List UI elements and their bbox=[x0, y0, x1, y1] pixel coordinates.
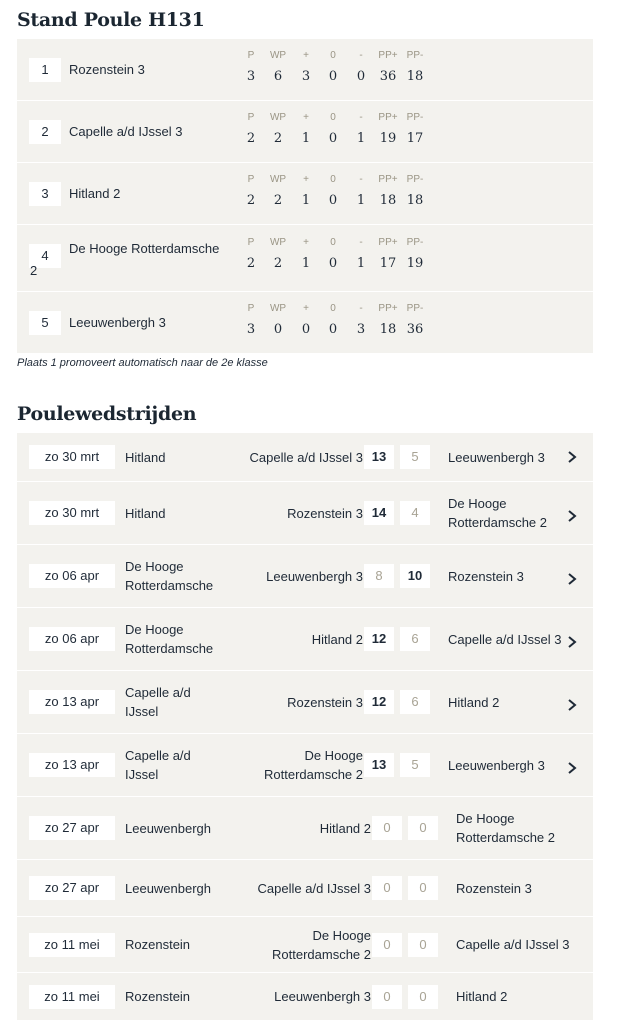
stat-label: 0 bbox=[330, 174, 336, 185]
stat-value: 0 bbox=[273, 322, 283, 337]
home-team[interactable] bbox=[173, 504, 363, 523]
stat-label: PP- bbox=[406, 174, 424, 185]
stat-cell bbox=[320, 237, 346, 272]
stat-value: 17 bbox=[379, 256, 397, 271]
away-team-line: De Hooge bbox=[456, 811, 515, 826]
home-team-line: Leeuwenbergh 3 bbox=[266, 568, 363, 584]
away-team[interactable] bbox=[448, 448, 545, 467]
home-team-line: Hitland 2 bbox=[319, 820, 371, 836]
match-location-line: Hitland bbox=[125, 505, 166, 521]
standings-row[interactable] bbox=[17, 225, 593, 292]
match-date: zo 11 mei bbox=[29, 933, 115, 957]
stat-value: 1 bbox=[301, 256, 311, 271]
away-team[interactable] bbox=[456, 987, 507, 1006]
match-row[interactable] bbox=[17, 973, 593, 1021]
stat-value: 3 bbox=[301, 69, 311, 84]
stat-label: 0 bbox=[330, 303, 336, 314]
match-location-line: Hitland bbox=[125, 449, 166, 465]
rank-badge: 1 bbox=[29, 58, 61, 82]
stat-value: 36 bbox=[379, 69, 397, 84]
matches-title: Poulewedstrijden bbox=[17, 403, 197, 425]
stat-label: 0 bbox=[330, 112, 336, 123]
stat-label: 0 bbox=[330, 237, 336, 248]
stat-cell bbox=[320, 303, 346, 338]
match-location-line: IJssel bbox=[125, 704, 159, 719]
away-team[interactable] bbox=[448, 756, 545, 775]
home-score: 0 bbox=[372, 816, 402, 840]
match-location-line: Rotterdamsche bbox=[125, 641, 214, 656]
stat-label: - bbox=[359, 174, 363, 185]
stat-cell bbox=[238, 237, 264, 272]
home-score: 13 bbox=[364, 445, 394, 469]
home-team[interactable] bbox=[173, 693, 363, 712]
home-team-line: De Hooge bbox=[304, 748, 363, 763]
standings-row[interactable] bbox=[17, 39, 593, 101]
home-score: 0 bbox=[372, 985, 402, 1009]
away-score: 0 bbox=[408, 985, 438, 1009]
chevron-right-icon[interactable] bbox=[565, 761, 579, 775]
stat-cell bbox=[265, 174, 291, 209]
standings-table bbox=[17, 39, 593, 354]
stat-cell bbox=[375, 50, 401, 85]
team-name[interactable]: Hitland 2 bbox=[69, 186, 121, 201]
away-team[interactable] bbox=[448, 567, 524, 586]
match-location-line: Leeuwenbergh bbox=[125, 820, 212, 836]
match-row[interactable] bbox=[17, 671, 593, 734]
stat-cell bbox=[375, 112, 401, 147]
stat-cell bbox=[265, 237, 291, 272]
stat-value: 0 bbox=[328, 256, 338, 271]
stat-cell bbox=[348, 303, 374, 338]
stat-cell bbox=[348, 237, 374, 272]
stat-cell bbox=[402, 237, 428, 272]
team-name-suffix: 2 bbox=[30, 263, 38, 278]
stat-cell bbox=[375, 303, 401, 338]
match-location-line: Capelle a/d bbox=[125, 748, 191, 763]
away-score: 5 bbox=[400, 753, 430, 777]
team-name[interactable]: Capelle a/d IJssel 3 bbox=[69, 124, 183, 139]
home-team[interactable] bbox=[173, 746, 363, 784]
home-team-line: Rozenstein 3 bbox=[287, 694, 363, 710]
chevron-right-icon[interactable] bbox=[565, 572, 579, 586]
stat-label: PP+ bbox=[378, 174, 398, 185]
standings-row[interactable] bbox=[17, 292, 593, 354]
stat-label: + bbox=[303, 237, 309, 248]
home-team-line: De Hooge bbox=[312, 927, 371, 943]
stat-value: 2 bbox=[273, 256, 283, 271]
stat-value: 0 bbox=[328, 69, 338, 84]
stat-value: 36 bbox=[406, 322, 424, 337]
stat-cell bbox=[265, 50, 291, 85]
stat-label: PP- bbox=[406, 303, 424, 314]
home-score: 12 bbox=[364, 690, 394, 714]
stat-cell bbox=[293, 50, 319, 85]
away-team-line: Rozenstein 3 bbox=[448, 568, 524, 584]
stat-cell bbox=[238, 50, 264, 85]
team-name[interactable]: Rozenstein 3 bbox=[69, 62, 145, 77]
stat-cell bbox=[238, 112, 264, 147]
away-team-line: Rotterdamsche 2 bbox=[448, 515, 547, 530]
away-team-line: De Hooge bbox=[448, 496, 507, 511]
away-team[interactable] bbox=[448, 693, 499, 712]
stat-cell bbox=[265, 303, 291, 338]
stat-label: WP bbox=[269, 174, 287, 185]
away-team-line: Leeuwenbergh 3 bbox=[448, 449, 545, 465]
stat-label: PP+ bbox=[378, 112, 398, 123]
stat-cell bbox=[402, 112, 428, 147]
away-team-line: Leeuwenbergh 3 bbox=[448, 757, 545, 773]
stat-value: 1 bbox=[356, 131, 366, 146]
match-date: zo 30 mrt bbox=[29, 501, 115, 525]
home-score: 12 bbox=[364, 627, 394, 651]
stat-value: 17 bbox=[406, 131, 424, 146]
away-team-line: Capelle a/d IJssel 3 bbox=[448, 631, 562, 647]
stat-label: P bbox=[247, 50, 255, 61]
stat-cell bbox=[375, 174, 401, 209]
stat-value: 2 bbox=[246, 131, 256, 146]
match-date: zo 11 mei bbox=[29, 985, 115, 1009]
match-row[interactable] bbox=[17, 734, 593, 797]
rank-badge: 3 bbox=[29, 182, 61, 206]
away-score: 5 bbox=[400, 445, 430, 469]
away-score: 10 bbox=[400, 564, 430, 588]
match-date: zo 13 apr bbox=[29, 753, 115, 777]
away-score: 0 bbox=[408, 933, 438, 957]
home-team-line: Rotterdamsche 2 bbox=[264, 767, 363, 782]
away-team[interactable] bbox=[448, 630, 561, 649]
match-row[interactable] bbox=[17, 860, 593, 917]
stat-value: 1 bbox=[301, 131, 311, 146]
home-team-line: Capelle a/d IJssel 3 bbox=[249, 449, 363, 465]
stat-value: 2 bbox=[273, 131, 283, 146]
home-team[interactable] bbox=[181, 819, 371, 838]
stat-value: 1 bbox=[301, 193, 311, 208]
stat-label: + bbox=[303, 303, 309, 314]
home-score: 0 bbox=[372, 876, 402, 900]
away-team-line: Rotterdamsche 2 bbox=[456, 830, 555, 845]
stat-value: 18 bbox=[406, 69, 424, 84]
match-row[interactable] bbox=[17, 608, 593, 671]
stat-value: 19 bbox=[406, 256, 424, 271]
match-date: zo 30 mrt bbox=[29, 445, 115, 469]
home-team-line: Rotterdamsche 2 bbox=[272, 946, 371, 962]
match-location-line: Rozenstein bbox=[125, 937, 191, 952]
away-score: 4 bbox=[400, 501, 430, 525]
stat-value: 2 bbox=[273, 193, 283, 208]
stat-label: + bbox=[303, 112, 309, 123]
match-location-line: De Hooge bbox=[125, 559, 184, 574]
stat-cell bbox=[348, 112, 374, 147]
stat-cell bbox=[320, 174, 346, 209]
stat-value: 6 bbox=[273, 69, 283, 84]
stat-label: + bbox=[303, 174, 309, 185]
away-score: 6 bbox=[400, 690, 430, 714]
stat-value: 1 bbox=[356, 193, 366, 208]
match-row[interactable] bbox=[17, 797, 593, 860]
stat-label: 0 bbox=[330, 50, 336, 61]
home-team[interactable] bbox=[181, 879, 371, 898]
stat-cell bbox=[238, 303, 264, 338]
away-team-line: Rozenstein 3 bbox=[456, 880, 532, 896]
match-location-line: Leeuwenbergh bbox=[125, 880, 212, 896]
match-date: zo 27 apr bbox=[29, 816, 115, 840]
stat-label: - bbox=[359, 50, 363, 61]
match-row[interactable] bbox=[17, 482, 593, 545]
home-score: 14 bbox=[364, 501, 394, 525]
away-team[interactable] bbox=[456, 935, 569, 954]
chevron-right-icon[interactable] bbox=[565, 635, 579, 649]
home-team-line: Hitland 2 bbox=[311, 631, 363, 647]
stat-value: 0 bbox=[301, 322, 311, 337]
home-team-line: Rozenstein 3 bbox=[287, 505, 363, 521]
matches-list bbox=[17, 433, 593, 1021]
stat-label: - bbox=[359, 237, 363, 248]
home-team[interactable] bbox=[173, 448, 363, 467]
stat-label: - bbox=[359, 303, 363, 314]
away-team[interactable] bbox=[456, 809, 555, 847]
match-date: zo 06 apr bbox=[29, 627, 115, 651]
stat-label: WP bbox=[269, 303, 287, 314]
stat-value: 3 bbox=[246, 322, 256, 337]
match-location-line: Capelle a/d bbox=[125, 685, 191, 700]
home-team[interactable] bbox=[173, 567, 363, 586]
away-team[interactable] bbox=[456, 879, 532, 898]
stat-cell bbox=[320, 50, 346, 85]
home-score: 8 bbox=[364, 564, 394, 588]
chevron-right-icon[interactable] bbox=[565, 450, 579, 464]
chevron-right-icon[interactable] bbox=[565, 509, 579, 523]
match-location-line: De Hooge bbox=[125, 622, 184, 637]
stat-label: PP- bbox=[406, 237, 424, 248]
stat-value: 18 bbox=[406, 193, 424, 208]
stat-value: 3 bbox=[356, 322, 366, 337]
match-date: zo 13 apr bbox=[29, 690, 115, 714]
away-team-line: Hitland 2 bbox=[448, 694, 500, 710]
team-name[interactable]: De Hooge Rotterdamsche bbox=[69, 241, 220, 256]
stat-label: WP bbox=[269, 112, 287, 123]
stat-value: 0 bbox=[328, 322, 338, 337]
away-team-line: Hitland 2 bbox=[456, 989, 508, 1004]
away-team-line: Capelle a/d IJssel 3 bbox=[456, 937, 570, 952]
rank-badge: 2 bbox=[29, 120, 61, 144]
stat-cell bbox=[348, 50, 374, 85]
stat-cell bbox=[293, 303, 319, 338]
home-team[interactable] bbox=[173, 630, 363, 649]
home-score: 0 bbox=[372, 933, 402, 957]
rank-badge: 5 bbox=[29, 311, 61, 335]
match-row[interactable] bbox=[17, 433, 593, 482]
match-date: zo 06 apr bbox=[29, 564, 115, 588]
match-location-line: Rotterdamsche bbox=[125, 578, 214, 593]
stat-cell bbox=[293, 174, 319, 209]
stat-label: PP+ bbox=[378, 237, 398, 248]
standings-title: Stand Poule H131 bbox=[17, 9, 205, 31]
promotion-note: Plaats 1 promoveert automatisch naar de 2e klasse bbox=[17, 357, 268, 369]
away-score: 0 bbox=[408, 816, 438, 840]
match-location-line: Rozenstein bbox=[125, 989, 191, 1004]
away-score: 6 bbox=[400, 627, 430, 651]
match-location-line: IJssel bbox=[125, 767, 159, 782]
away-score: 0 bbox=[408, 876, 438, 900]
stat-cell bbox=[375, 237, 401, 272]
away-team[interactable] bbox=[448, 494, 547, 532]
stat-label: P bbox=[247, 303, 255, 314]
stat-value: 1 bbox=[356, 256, 366, 271]
stat-value: 18 bbox=[379, 193, 397, 208]
stat-label: WP bbox=[269, 50, 287, 61]
stat-label: WP bbox=[269, 237, 287, 248]
stat-label: PP- bbox=[406, 50, 424, 61]
stat-label: PP+ bbox=[378, 50, 398, 61]
stat-label: P bbox=[247, 237, 255, 248]
stat-cell bbox=[238, 174, 264, 209]
home-team[interactable] bbox=[181, 987, 371, 1006]
stat-value: 2 bbox=[246, 256, 256, 271]
stat-label: PP+ bbox=[378, 303, 398, 314]
stat-cell bbox=[293, 112, 319, 147]
stat-label: - bbox=[359, 112, 363, 123]
stat-label: PP- bbox=[406, 112, 424, 123]
home-team[interactable] bbox=[181, 926, 371, 964]
home-team-line: Leeuwenbergh 3 bbox=[274, 989, 371, 1004]
match-row[interactable] bbox=[17, 545, 593, 608]
stat-value: 19 bbox=[379, 131, 397, 146]
stat-cell bbox=[348, 174, 374, 209]
stat-label: P bbox=[247, 174, 255, 185]
standings-row[interactable] bbox=[17, 163, 593, 225]
match-date: zo 27 apr bbox=[29, 876, 115, 900]
home-team-line: Capelle a/d IJssel 3 bbox=[257, 880, 371, 896]
stat-value: 3 bbox=[246, 69, 256, 84]
stat-cell bbox=[402, 50, 428, 85]
stat-cell bbox=[402, 174, 428, 209]
stat-value: 0 bbox=[328, 193, 338, 208]
stat-cell bbox=[320, 112, 346, 147]
rank-badge: 4 bbox=[29, 244, 61, 268]
stat-label: P bbox=[247, 112, 255, 123]
stat-cell bbox=[265, 112, 291, 147]
stat-cell bbox=[293, 237, 319, 272]
stat-value: 2 bbox=[246, 193, 256, 208]
chevron-right-icon[interactable] bbox=[565, 698, 579, 712]
stat-cell bbox=[402, 303, 428, 338]
stat-value: 0 bbox=[328, 131, 338, 146]
stat-label: + bbox=[303, 50, 309, 61]
home-score: 13 bbox=[364, 753, 394, 777]
team-name[interactable]: Leeuwenbergh 3 bbox=[69, 315, 166, 330]
stat-value: 0 bbox=[356, 69, 366, 84]
stat-value: 18 bbox=[379, 322, 397, 337]
standings-row[interactable] bbox=[17, 101, 593, 163]
match-row[interactable] bbox=[17, 917, 593, 973]
